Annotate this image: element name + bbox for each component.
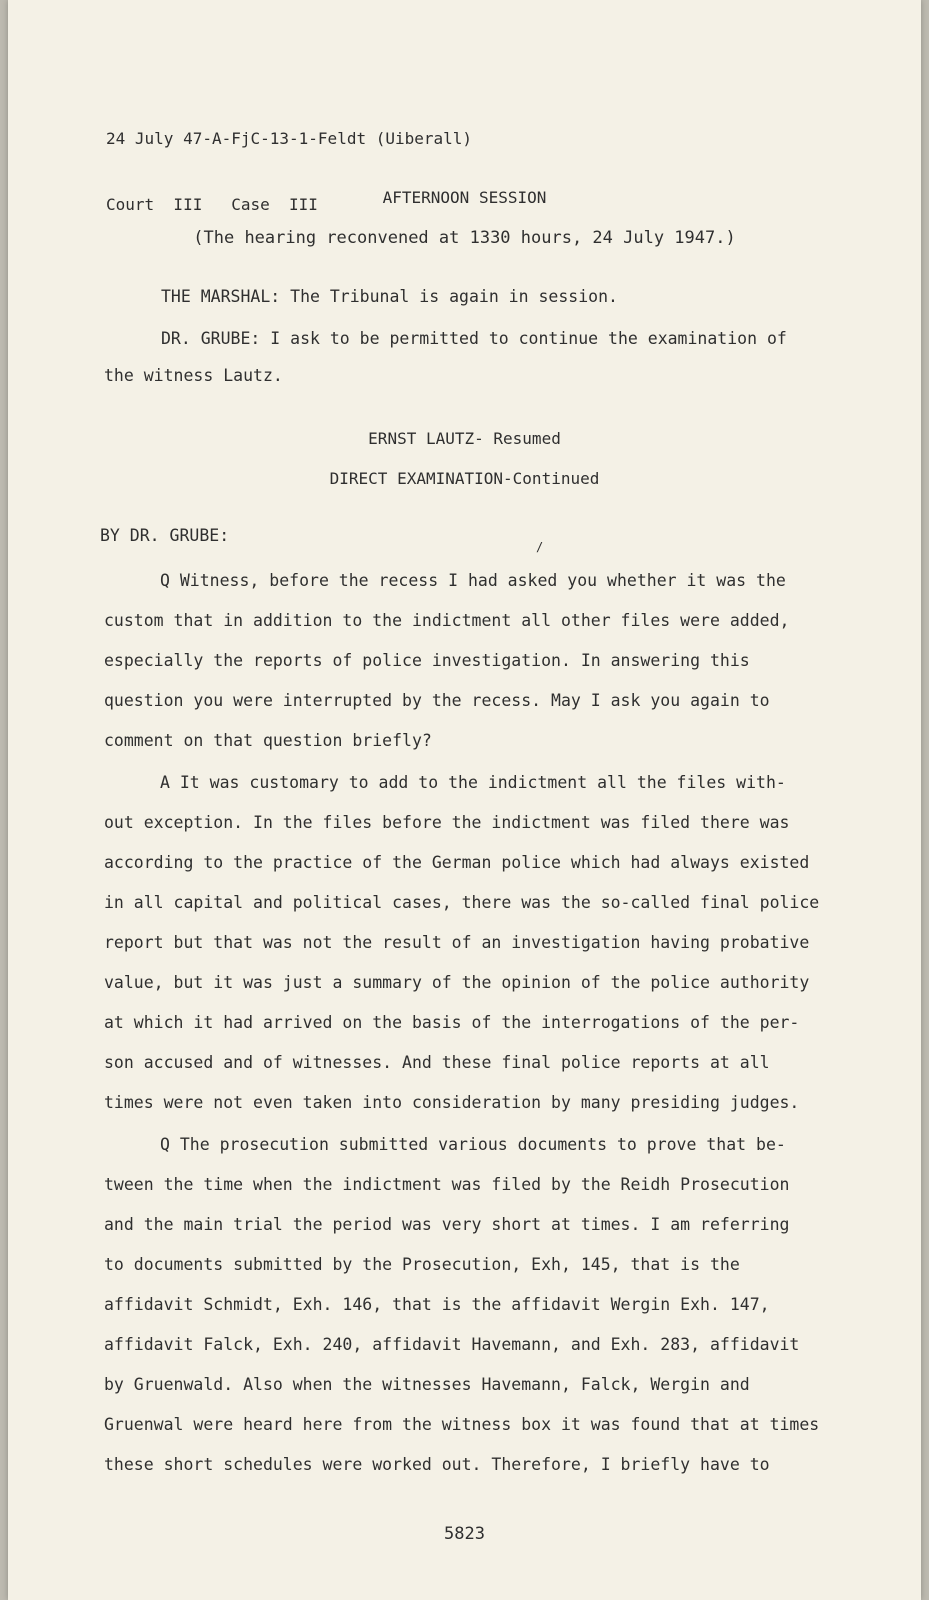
body-line: according to the practice of the German police which had always existed xyxy=(104,853,810,872)
body-line: report but that was not the result of an investigation having probative xyxy=(104,933,810,952)
grube-statement: DR. GRUBE: I ask to be permitted to continue the examination of xyxy=(161,329,787,348)
body-line: Q Witness, before the recess I had asked you whether it was the xyxy=(160,571,786,590)
document-page xyxy=(8,0,921,1600)
body-line: times were not even taken into consideration by many presiding judges. xyxy=(104,1093,800,1112)
body-line: tween the time when the indictment was filed by the Reidh Prosecution xyxy=(104,1175,790,1194)
body-line: by Gruenwald. Also when the witnesses Havemann, Falck, Wergin and xyxy=(104,1375,750,1394)
header-reference: 24 July 47-A-FjC-13-1-Feldt (Uiberall) xyxy=(106,129,473,148)
body-line: comment on that question briefly? xyxy=(104,731,432,750)
body-line: Gruenwal were heard here from the witness box it was found that at times xyxy=(104,1415,820,1434)
pen-mark: / xyxy=(536,540,544,554)
session-title: AFTERNOON SESSION xyxy=(382,188,547,207)
body-line: custom that in addition to the indictment all other files were added, xyxy=(104,611,790,630)
body-line: affidavit Falck, Exh. 240, affidavit Havemann, and Exh. 283, affidavit xyxy=(104,1335,800,1354)
body-line: especially the reports of police investigation. In answering this xyxy=(104,651,750,670)
body-line: these short schedules were worked out. Therefore, I briefly have to xyxy=(104,1455,770,1474)
body-line: affidavit Schmidt, Exh. 146, that is the affidavit Wergin Exh. 147, xyxy=(104,1295,770,1314)
body-line: out exception. In the files before the indictment was filed there was xyxy=(104,813,790,832)
body-line: in all capital and political cases, there was the so-called final police xyxy=(104,893,820,912)
body-line: and the main trial the period was very short at times. I am referring xyxy=(104,1215,790,1234)
body-line: at which it had arrived on the basis of the interrogations of the per- xyxy=(104,1013,800,1032)
body-line: question you were interrupted by the recess. May I ask you again to xyxy=(104,691,770,710)
witness-heading: ERNST LAUTZ- Resumed xyxy=(368,429,561,448)
session-note: (The hearing reconvened at 1330 hours, 24 July 1947.) xyxy=(193,228,736,248)
header-court-case: Court III Case III xyxy=(106,195,318,214)
examination-heading: DIRECT EXAMINATION-Continued xyxy=(329,469,600,488)
body-line: son accused and of witnesses. And these final police reports at all xyxy=(104,1053,770,1072)
body-line: A It was customary to add to the indictment all the files with- xyxy=(160,773,786,792)
page-number: 5823 xyxy=(444,1524,485,1544)
marshal-statement: THE MARSHAL: The Tribunal is again in session. xyxy=(161,287,618,306)
body-line: value, but it was just a summary of the opinion of the police authority xyxy=(104,973,810,992)
grube-statement-cont: the witness Lautz. xyxy=(104,366,283,385)
examiner-line: BY DR. GRUBE: xyxy=(100,526,230,545)
body-line: to documents submitted by the Prosecution, Exh, 145, that is the xyxy=(104,1255,740,1274)
body-line: Q The prosecution submitted various documents to prove that be- xyxy=(160,1135,786,1154)
